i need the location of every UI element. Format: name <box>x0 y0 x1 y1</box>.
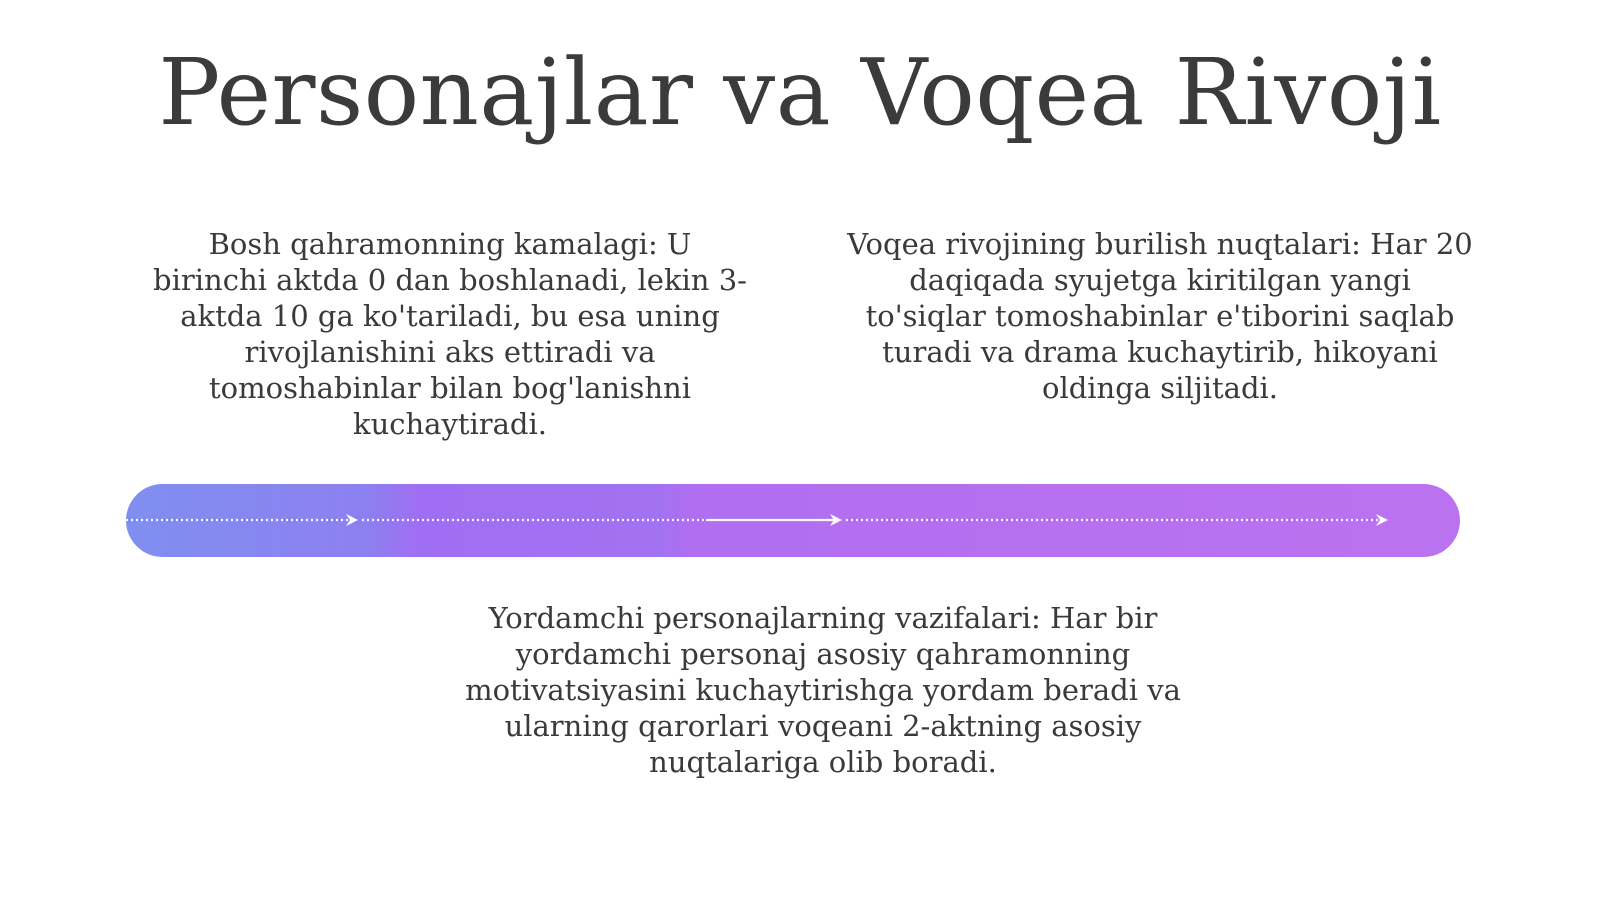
note-turning-points: Voqea rivojining burilish nuqtalari: Har 20 daqiqada syujetga kiritilgan yangi to'siqlar tomoshabinlar e'tiborini saqlab turadi va drama kuchaytirib, hikoyani oldinga siljitadi. <box>847 227 1473 405</box>
note-supporting-characters: Yordamchi personajlarning vazifalari: Har bir yordamchi personaj asosiy qahramonning motivatsiyasini kuchaytirishga yordam beradi va ularning qarorlari voqeani 2-aktning asosiy nuqtalariga olib boradi. <box>465 601 1181 779</box>
slide-title: Personajlar va Voqea Rivoji <box>158 39 1442 146</box>
note-protagonist-arc: Bosh qahramonning kamalagi: U birinchi aktda 0 dan boshlanadi, lekin 3-aktda 10 ga ko'tariladi, bu esa uning rivojlanishini aks ettiradi va tomoshabinlar bilan bog'lanishni kuchaytiradi. <box>153 227 747 441</box>
story-timeline-bar <box>126 484 1460 557</box>
timeline-arrows <box>126 484 1460 557</box>
